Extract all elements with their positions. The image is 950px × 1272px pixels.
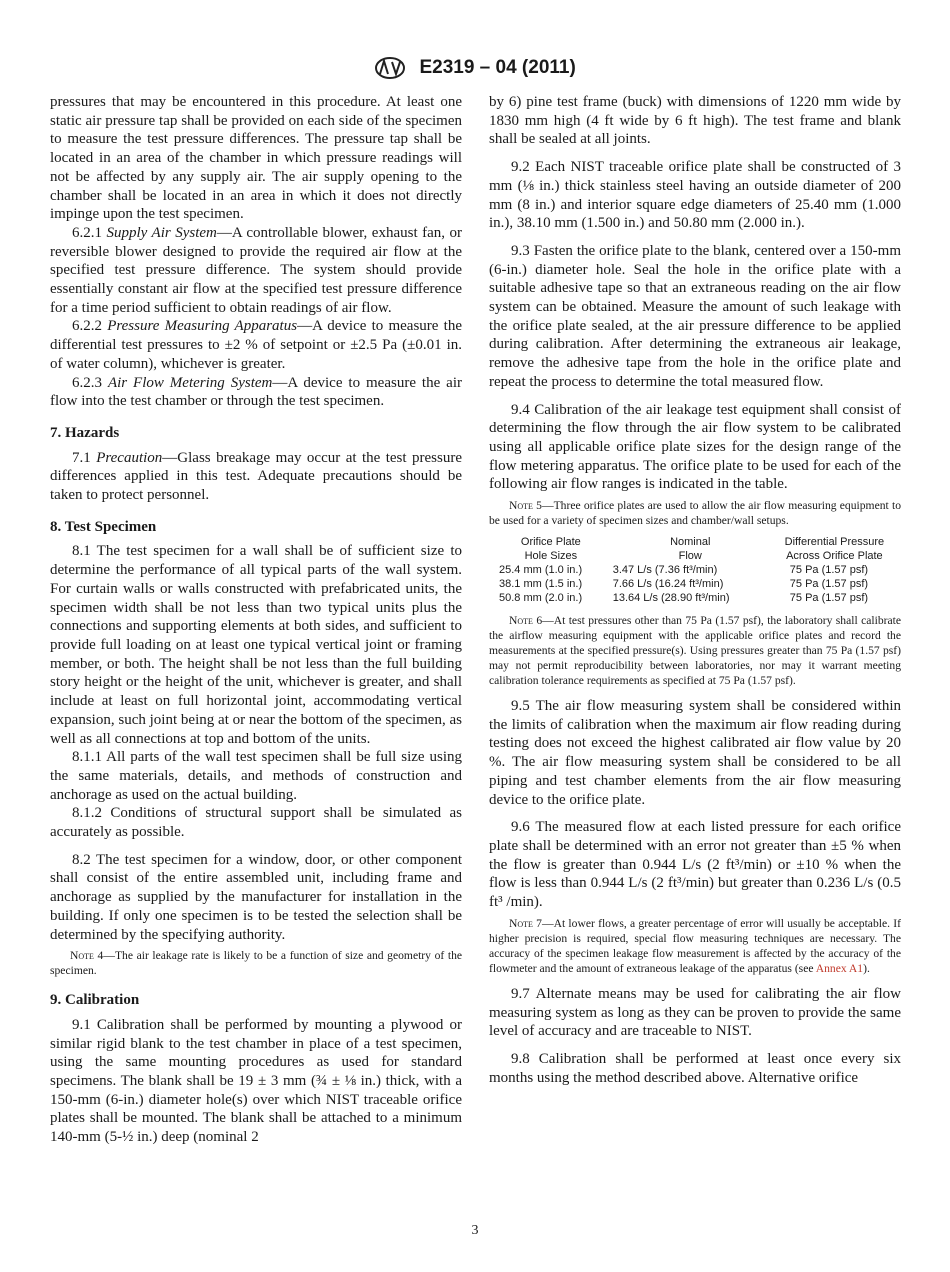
table-header: Differential Pressure Across Orifice Plate: [784, 536, 885, 563]
astm-logo-icon: [374, 56, 406, 80]
section-9-7: 9.7 Alternate means may be used for calibrating the air flow measuring system as long as they can be proven to provide the same level of accuracy and are traceable to NIST.: [489, 985, 901, 1040]
section-9-3: 9.3 Fasten the orifice plate to the blank, centered over a 150-mm (6-in.) diameter hole. Seal the hole in the orifice plate with a suitable adhesive tape so that an extraneous reading on the air flow system can be obtained. Measure the amount of such leakage with the orifice plate sealed, at the air pressure difference to be applied during calibration. After determining the extraneous air leakage, remove the adhesive tape from the hole in the orifice plate and repeat the process to determine the total measured flow.: [489, 242, 901, 390]
table-row: 38.1 mm (1.5 in.) 7.66 L/s (16.24 ft³/min) 75 Pa (1.57 psf): [499, 578, 869, 591]
section-9-4: 9.4 Calibration of the air leakage test equipment shall consist of determining the flow through the air flow system to be calibrated using all applicable orifice plate sizes for the design range of the flow metering apparatus. The orifice plate to be used for each of the following air flow ranges is indicated in the table.: [489, 401, 901, 493]
section-7-1: 7.1 Precaution—Glass breakage may occur at the test pressure differences applied in this test. Adequate precautions should be taken to protect personnel.: [50, 449, 462, 504]
heading-hazards: 7. Hazards: [50, 424, 120, 441]
paragraph: pressures that may be encountered in this procedure. At least one static air pressure tap shall be provided on each side of the specimen to measure the test pressure differences. The pressure tap shall be located in an area of the chamber in which pressure readings will not be affected by any supply air. The air supply opening to the chamber shall be located in an area in which it does not directly impinge upon the test specimen.: [50, 94, 462, 223]
heading-calibration: 9. Calibration: [50, 992, 140, 1009]
orifice-table: [489, 535, 901, 605]
section-9-8: 9.8 Calibration shall be performed at least once every six months using the method described above. Alternative orifice: [489, 1050, 901, 1086]
table-header: Nominal Flow: [670, 536, 711, 563]
section-6-2-2: 6.2.2 Pressure Measuring Apparatus—A device to measure the differential test pressures to ±2 % of setpoint or ±2.5 Pa (±0.01 in. of water column), whichever is greater.: [50, 318, 462, 372]
heading-test-specimen: 8. Test Specimen: [50, 518, 157, 535]
section-8-1-1: 8.1.1 All parts of the wall test specimen shall be full size using the same materials, details, and methods of construction and anchorage as used on the actual building.: [50, 749, 462, 803]
table-header: Orifice Plate Hole Sizes: [520, 536, 581, 563]
paragraph: by 6) pine test frame (buck) with dimensions of 1220 mm wide by 1830 mm high (4 ft wide by 6 ft high). The test frame and blank shall be sealed at all joints.: [489, 94, 901, 148]
section-9-6: 9.6 The measured flow at each listed pressure for each orifice plate shall be determined with an error not greater than ±5 % when the flow is greater than 0.944 L/s (2 ft³/min) or ±10 % when the flow is less than 0.944 L/s (2 ft³/min) but greater than 0.236 L/s (0.5 ft³ /min).: [489, 819, 901, 911]
page-number: 3: [471, 1223, 479, 1238]
annex-a1-link[interactable]: Annex A1: [815, 961, 864, 975]
section-8-1-2: 8.1.2 Conditions of structural support shall be simulated as accurately as possible.: [50, 805, 462, 841]
designation: E2319 – 04 (2011): [419, 57, 576, 79]
section-9-2: 9.2 Each NIST traceable orifice plate shall be constructed of 3 mm (⅛ in.) thick stainless steel having an outside diameter of 200 mm (8 in.) and interior square edge diameters of 25.40 mm (1.000 in.), 38.10 mm (1.500 in.) and 50.80 mm (2.000 in.).: [489, 159, 901, 232]
section-9-5: 9.5 The air flow measuring system shall be considered within the limits of calibration when the maximum air flow reading during testing does not exceed the highest calibrated air flow value by 20 %. The air flow measuring system shall be considered to be all piping and test chamber elements from the air flow measuring device to the orifice plate.: [489, 698, 901, 808]
left-column: [50, 93, 462, 1147]
page-header: [0, 56, 950, 80]
note-5: Note 5—Three orifice plates are used to allow the air flow measuring equipment to be used for a variety of specimen sizes and chamber/wall setups.: [489, 499, 902, 528]
section-8-2: 8.2 The test specimen for a window, door, or other component shall consist of the entire assembled unit, including frame and anchorage as supplied by the manufacturer for installation in the building. If only one specimen is to be tested the selection shall be determined by the specifying authority.: [50, 851, 462, 943]
table-header-row: [489, 535, 901, 563]
section-6-2-1: 6.2.1 Supply Air System—A controllable blower, exhaust fan, or reversible blower designed to provide the required air flow at the specified test pressure difference. The system should provide essentially constant air flow at the specified test pressure difference for a time period sufficient to obtain readings of air flow.: [50, 224, 463, 316]
right-column: [489, 93, 901, 1087]
table-row: 50.8 mm (2.0 in.) 13.64 L/s (28.90 ft³/min) 75 Pa (1.57 psf): [499, 592, 869, 605]
note-7: Note 7—At lower flows, a greater percentage of error will usually be acceptable. If higher precision is required, special flow measuring techniques are necessary. The accuracy of the specimen leakage flow measurement is affected by the accuracy of the flowmeter and the amount of extraneous leakage of the apparatus (see Annex A1).: [489, 916, 901, 975]
section-8-1: 8.1 The test specimen for a wall shall be of sufficient size to determine the performance of all typical parts of the wall system. For curtain walls or walls constructed with prefabricated units, the specimen width shall be not less than two typical units plus the connections and supporting elements at both sides, and sufficient to provide full loading on at least one typical vertical joint or framing member, or both. The height shall be not less than the full building story height or the height of the unit, whichever is greater, and shall include at least on full horizontal joint, accommodating vertical expansion, such joint being at or near the bottom of the specimen, as well as all connections at top and bottom of the units.: [50, 543, 462, 747]
section-6-2-3: 6.2.3 Air Flow Metering System—A device to measure the air flow into the test chamber or through the test specimen.: [50, 374, 463, 410]
table-row: 25.4 mm (1.0 in.) 3.47 L/s (7.36 ft³/min) 75 Pa (1.57 psf): [499, 564, 869, 577]
note-6: Note 6—At test pressures other than 75 Pa (1.57 psf), the laboratory shall calibrate the airflow measuring equipment with the applicable orifice plates and record the measurements at the specified pressure(s). Using pressures greater than 75 Pa (1.57 psf) may not permit reproducibility between laboratories, nor may it warrant meeting calibration tolerance requirements as specified at 75 Pa (1.57 psf).: [489, 614, 901, 688]
note-4: Note 4—The air leakage rate is likely to be a function of size and geometry of the specimen.: [50, 949, 463, 978]
section-9-1: 9.1 Calibration shall be performed by mounting a plywood or similar rigid blank to the test chamber in place of a test specimen, using the same mounting procedures as used for standard specimens. The blank shall be 19 ± 3 mm (¾ ± ⅛ in.) thick, with a 150-mm (6-in.) diameter hole(s) over which NIST traceable orifice plates shall be mounted. The blank shall be attached to a minimum 140-mm (5-½ in.) deep (nominal 2: [50, 1016, 462, 1146]
